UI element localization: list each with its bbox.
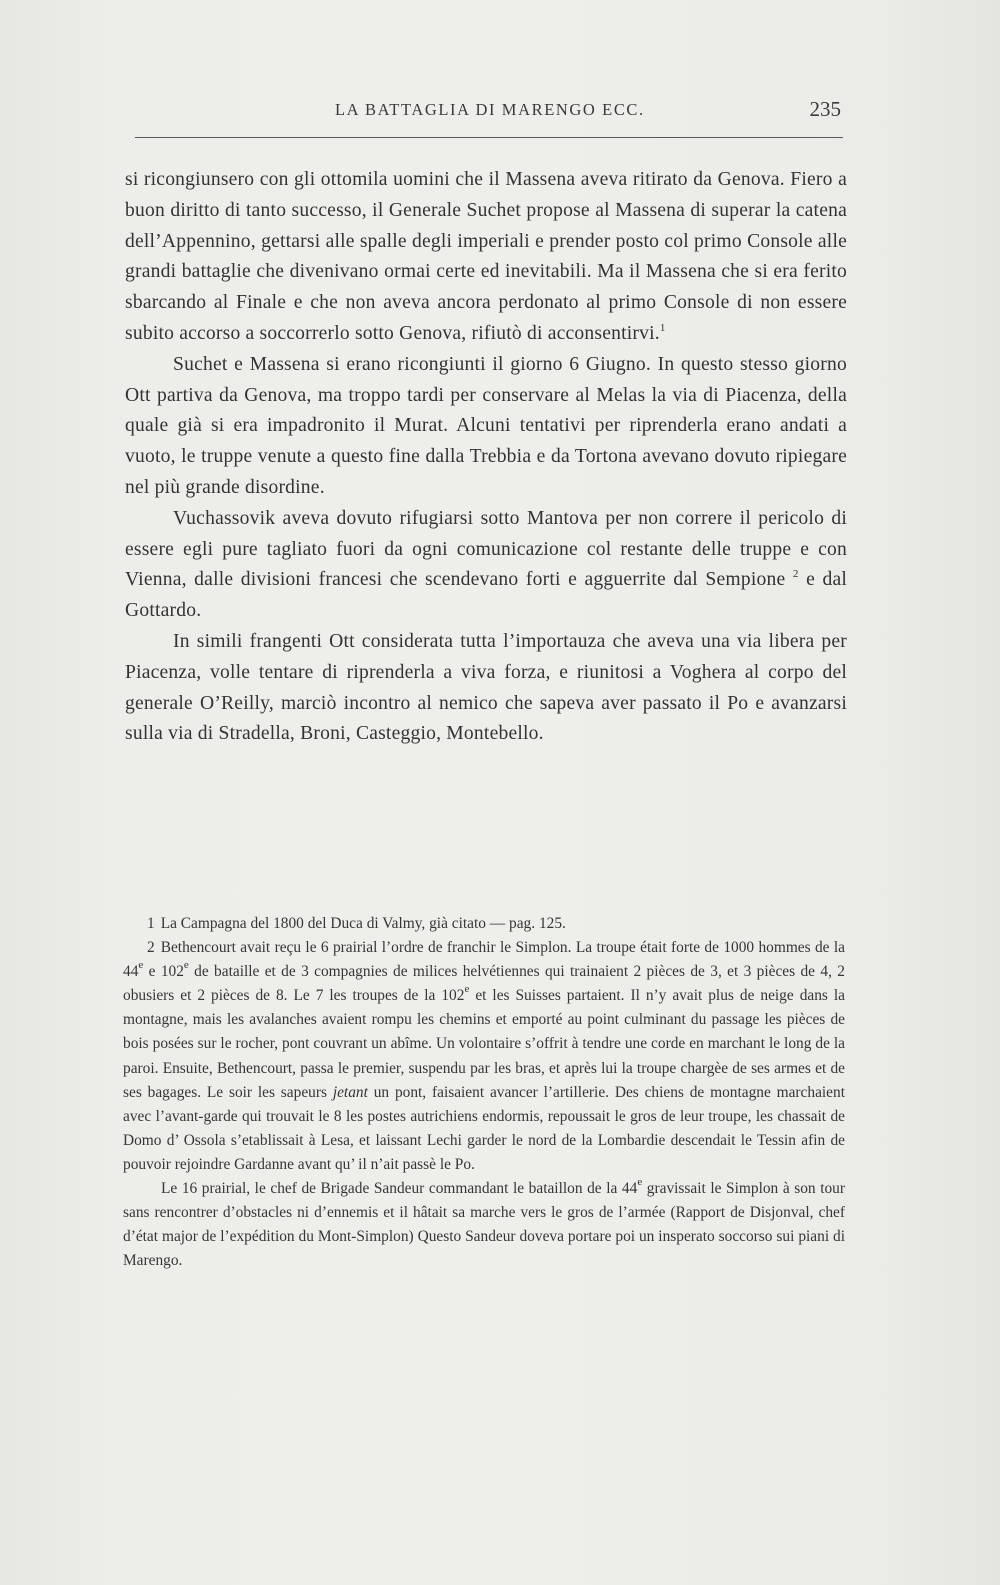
footnote-2-text-a: Bethencourt avait reçu le 6 prairial l’ordre de franchir le Simplon. La troupe était forte de 1000 hommes de la 44 [123,939,845,981]
footnote-2 [123,936,845,1177]
footnote-2-superscript-3: e [464,983,470,996]
footnotes [123,912,845,1273]
footnote-2-italic-word: jetant [332,1083,368,1101]
footnote-1-text: La Campagna del 1800 del Duca di Valmy, già citato — pag. 125. [160,915,566,932]
paragraph-2: Suchet e Massena si erano ricongiunti il giorno 6 Giugno. In questo stesso giorno Ott partiva da Genova, ma troppo tardi per conservare al Melas la via di Piacenza, della quale già si era impadronito il Murat. Alcuni tentativi per riprenderla erano andati a vuoto, le truppe venute a questo fine dalla Trebbia e da Tortona avevano dovuto ripiegare nel più grande disordine. [125,353,847,498]
footnote-ref-2: 2 [792,568,799,581]
footnote-ref-1: 1 [659,321,666,334]
paragraph-3-text-a: Vuchassovik aveva dovuto rifugiarsi sotto Mantova per non correre il pericolo di essere egli pure tagliato fuori da ogni comunicazione col restante delle truppe e con Vienna, dalle divisioni francesi che scendevano forti e agguerrite dal Sempione [125,507,847,591]
paragraph-3 [125,504,847,627]
footnote-3-text-a: Le 16 prairial, le chef de Brigade Sandeur commandant le bataillon de la 44 [161,1180,638,1198]
paragraph-3-text-b: e dal Gottardo. [125,569,847,622]
footnote-2-number: 2 [147,939,155,957]
footnote-1 [123,912,845,936]
footnote-1-number: 1 [147,915,155,932]
footnote-2-superscript-2: e [183,959,189,972]
footnote-2-continuation [123,1177,845,1273]
footnote-2-text-b: e 102 [143,963,184,981]
paragraph-1-text: si ricongiunsero con gli ottomila uomini che il Massena aveva ritirato da Genova. Fiero a buon diritto di tanto successo, il Generale Suchet propose al Massena di superar la catena dell’Appennino, gettarsi alle spalle degli imperiali e prender posto col primo Console alle grandi battaglie che divenivano ormai certe ed inevitabili. Ma il Massena che si era ferito sbarcando al Finale e che non aveva ancora perdonato al primo Console di non essere subito accorso a soccorrerlo sotto Genova, rifiutò di acconsentirvi. [125,169,847,344]
paragraph-4: In simili frangenti Ott considerata tutta l’importauza che aveva una via libera per Piacenza, volle tentare di riprenderla a viva forza, e riunitosi a Voghera al corpo del generale O’Reilly, marciò incontro al nemico che sapeva aver passato il Po e avanzarsi sulla via di Stradella, Broni, Casteggio, Montebello. [125,630,847,745]
footnote-3-text-b: gravissait le Simplon à son tour sans rencontrer d’obstacles ni d’ennemis et il hâtait sa marche vers le gros de l’armée (Rapport de Disjonval, chef d’état major de l’expédition du Mont-Simplon) Questo Sandeur doveva portare poi un insperato soccorso sui piani di Marengo. [123,1180,845,1270]
running-title: LA BATTAGLIA DI MARENGO ECC. [335,100,645,119]
footnote-2-text-c: de bataille et de 3 compagnies de milices helvétiennes qui trainaient 2 pièces de 3, et 3 pièces de 4, 2 obusiers et 2 pièces de 8. Le 7 les troupes de la 102 [123,963,845,1005]
footnote-2-text-d: et les Suisses partaient. Il n’y avait plus de neige dans la montagne, mais les avalanches avaient rompu les chemins et emporté au point culminant du passage les pièces de bois posées sur le rocher, pont couvrant un abîme. Un volontaire s’offrit à tendre une corde en marchant le long de la paroi. Ensuite, Bethencourt, passa le premier, suspendu par les bras, et après lui la troupe chargèe de ses armes et de ses bagages. Le soir les sapeurs [123,987,845,1101]
page-number: 235 [809,97,841,121]
footnote-2-text-e: un pont, faisaient avancer l’artillerie. Des chiens de montagne marchaient avec l’avant-garde qui trouvait le 8 les postes autrichiens endormis, repoussait le gros de leur troupe, les chassait de Domo d’ Ossola s’etablissait à Lesa, et laissant Lechi garder le nord de la Lombardie descendait le Tessin afin de pouvoir rejoindre Gardanne avant qu’ il n’ait passè le Po. [123,1083,845,1173]
paragraph-1 [125,165,847,350]
footnote-3-superscript: e [637,1176,643,1189]
page-header [125,97,841,128]
footnote-2-superscript-1: e [138,959,144,972]
header-rule [135,137,843,138]
main-text [125,165,847,750]
